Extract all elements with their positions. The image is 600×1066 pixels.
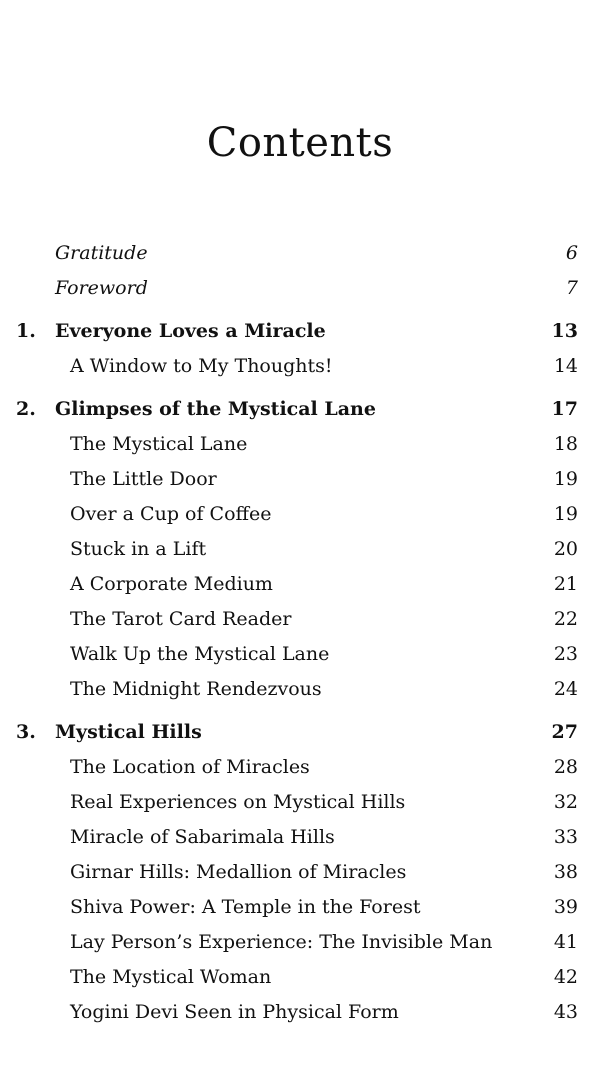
toc-section[interactable] [0, 750, 600, 785]
section-title: The Midnight Rendezvous [70, 678, 322, 700]
chapter-title: Everyone Loves a Miracle [55, 320, 326, 342]
section-page-number: 24 [553, 678, 578, 700]
entry-page-number: 7 [565, 277, 578, 299]
page-title: Contents [206, 120, 394, 166]
toc-section[interactable] [0, 925, 600, 960]
chapter-title: Glimpses of the Mystical Lane [55, 398, 376, 420]
entry-title: Foreword [55, 277, 148, 299]
section-page-number: 42 [553, 966, 578, 988]
toc-chapter-1[interactable] [0, 314, 600, 349]
entry-title: Gratitude [55, 242, 148, 264]
section-title: Stuck in a Lift [70, 538, 207, 560]
section-title: The Little Door [70, 468, 217, 490]
chapter-number: 3. [16, 721, 36, 743]
section-title: Over a Cup of Coffee [70, 503, 272, 525]
section-title: The Tarot Card Reader [70, 608, 292, 630]
section-title: Yogini Devi Seen in Physical Form [70, 1001, 399, 1023]
toc-entry-gratitude[interactable] [0, 236, 600, 271]
section-page-number: 43 [553, 1001, 578, 1023]
chapter-page-number: 17 [551, 398, 578, 420]
chapter-title: Mystical Hills [55, 721, 202, 743]
toc-section[interactable] [0, 427, 600, 462]
table-of-contents [0, 236, 600, 1030]
toc-section[interactable] [0, 567, 600, 602]
chapter-page-number: 27 [551, 721, 578, 743]
section-title: Shiva Power: A Temple in the Forest [70, 896, 421, 918]
toc-section[interactable] [0, 820, 600, 855]
toc-section[interactable] [0, 532, 600, 567]
toc-section[interactable] [0, 637, 600, 672]
section-page-number: 41 [553, 931, 578, 953]
section-page-number: 14 [553, 355, 578, 377]
toc-section[interactable] [0, 855, 600, 890]
toc-section[interactable] [0, 785, 600, 820]
toc-section[interactable] [0, 497, 600, 532]
toc-section[interactable] [0, 462, 600, 497]
section-page-number: 20 [553, 538, 578, 560]
toc-chapter-2[interactable] [0, 392, 600, 427]
section-page-number: 18 [553, 433, 578, 455]
toc-chapter-3[interactable] [0, 715, 600, 750]
section-page-number: 19 [553, 503, 578, 525]
toc-section[interactable] [0, 995, 600, 1030]
section-title: Miracle of Sabarimala Hills [70, 826, 335, 848]
toc-section[interactable] [0, 349, 600, 384]
section-page-number: 32 [553, 791, 578, 813]
chapter-number: 1. [16, 320, 36, 342]
section-page-number: 33 [553, 826, 578, 848]
section-title: The Location of Miracles [70, 756, 310, 778]
entry-page-number: 6 [565, 242, 578, 264]
section-page-number: 19 [553, 468, 578, 490]
section-title: The Mystical Woman [70, 966, 272, 988]
toc-entry-foreword[interactable] [0, 271, 600, 306]
section-title: Walk Up the Mystical Lane [70, 643, 330, 665]
toc-section[interactable] [0, 890, 600, 925]
section-page-number: 28 [553, 756, 578, 778]
toc-section[interactable] [0, 602, 600, 637]
section-page-number: 22 [553, 608, 578, 630]
section-title: Lay Person’s Experience: The Invisible Man [70, 931, 493, 953]
section-title: A Window to My Thoughts! [70, 355, 333, 377]
chapter-page-number: 13 [551, 320, 578, 342]
section-title: Girnar Hills: Medallion of Miracles [70, 861, 407, 883]
section-title: Real Experiences on Mystical Hills [70, 791, 406, 813]
section-page-number: 23 [553, 643, 578, 665]
section-title: A Corporate Medium [70, 573, 273, 595]
section-page-number: 38 [553, 861, 578, 883]
chapter-number: 2. [16, 398, 36, 420]
section-title: The Mystical Lane [70, 433, 248, 455]
toc-section[interactable] [0, 672, 600, 707]
section-page-number: 21 [553, 573, 578, 595]
toc-section[interactable] [0, 960, 600, 995]
section-page-number: 39 [553, 896, 578, 918]
